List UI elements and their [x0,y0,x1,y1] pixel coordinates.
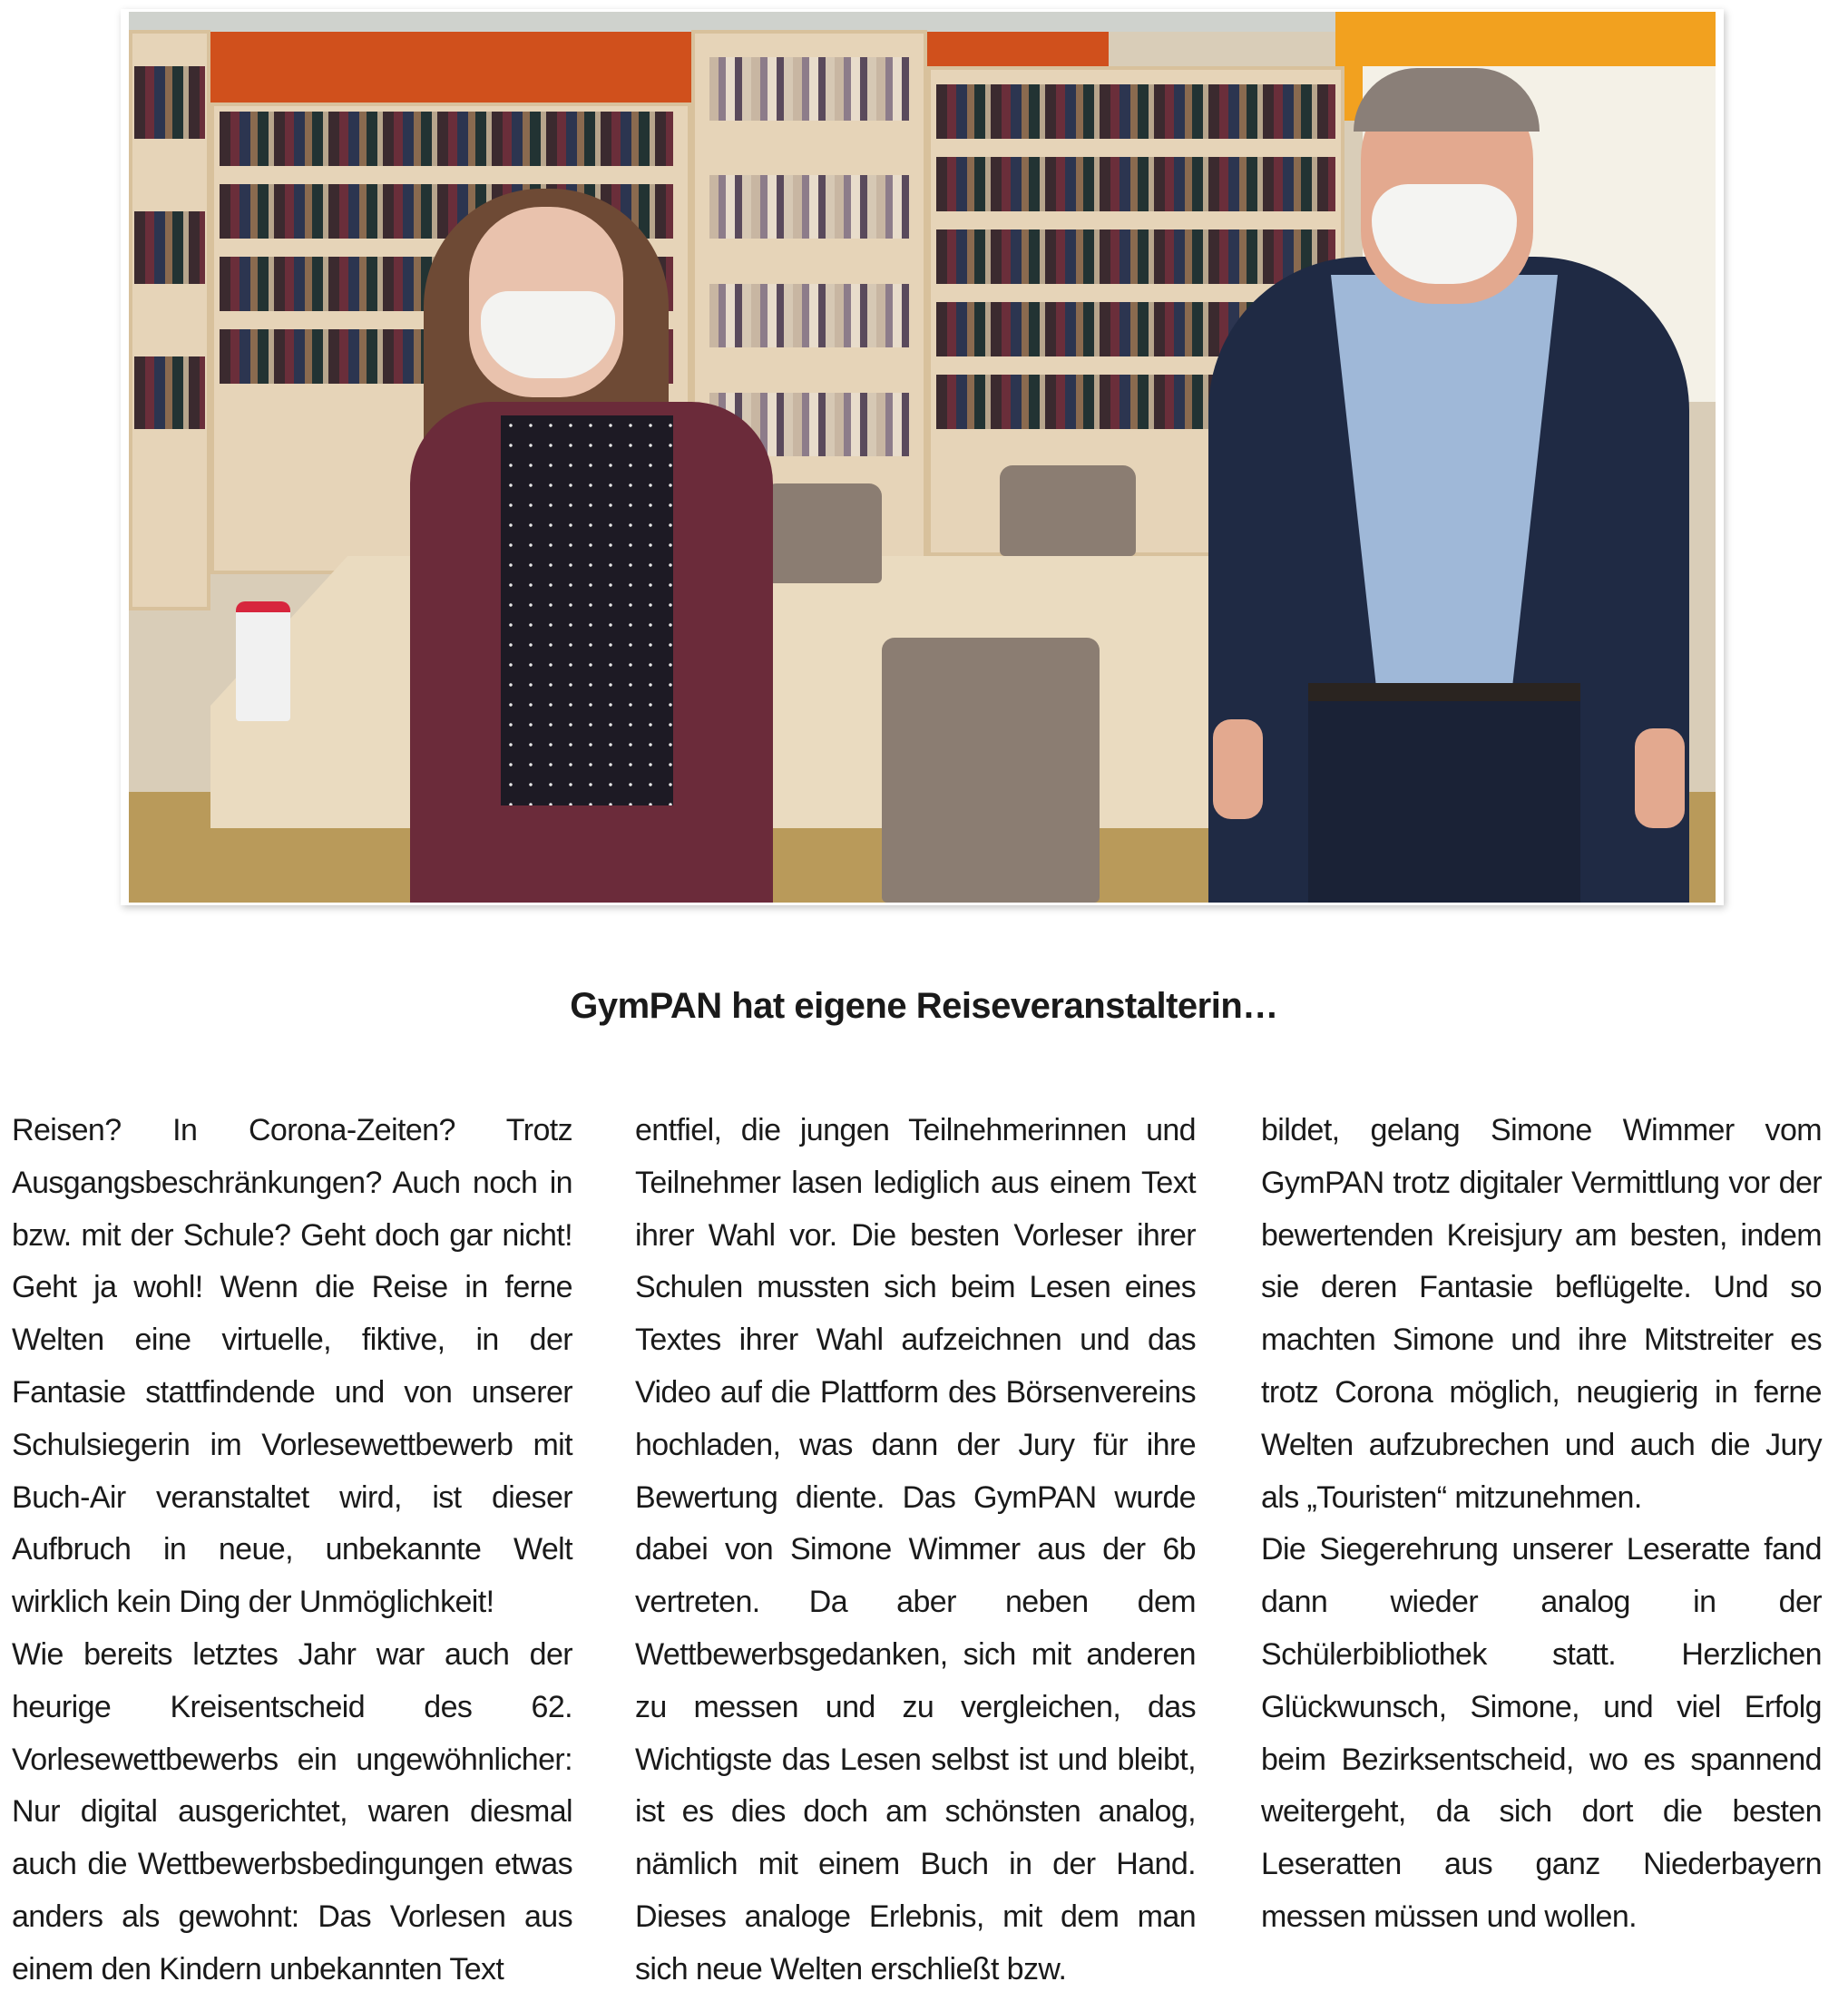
photo-frame [121,9,1724,905]
girl-shirt [501,415,673,805]
spray-bottle [236,601,290,721]
article-column-3 [1261,1105,1822,1944]
paragraph: Reisen? In Corona-Zeiten? Trotz Ausgangsbeschränkungen? Auch noch in bzw. mit der Schule? Geht doch gar nicht! Geht ja wohl! Wenn die Reise in ferne Welten eine virtuelle, fiktive, in der Fantasie stattfindende und von unserer Schulsiegerin im Vorlesewettbewerb mit Buch-Air veranstaltet wird, ist dieser Aufbruch in neue, unbekannte Welt wirklich kein Ding der Unmöglichkeit! [12,1113,572,1620]
books [936,84,1335,139]
library-photo [129,12,1716,903]
chair [764,483,882,583]
article-headline: GymPAN hat eigene Reiseveranstalterin… [570,985,1278,1026]
books [709,175,909,239]
paragraph: Wie bereits letztes Jahr war auch der heurige Kreisentscheid des 62. Vorlesewettbewerbs ein ungewöhnlicher: Nur digital ausgerichtet, waren diesmal auch die Wettbewerbsbedingungen etwas anders als gewohnt: Das Vorlesen aus einem den Kindern unbekannten Text [12,1636,572,1987]
books [220,112,673,166]
man-hand [1213,719,1263,819]
paragraph: entfiel, die jungen Teilnehmerinnen und Teilnehmer lasen lediglich aus einem Text ihrer Wahl vor. Die besten Vorleser ihrer Schulen mussten sich beim Lesen eines Textes ihrer Wahl aufzeichnen und das Video auf die Plattform des Börsenvereins hochladen, was dann der Jury für ihre Bewertung diente. Das GymPAN wurde dabei von Simone Wimmer aus der 6b vertreten. Da aber neben dem Wettbewerbsgedanken, sich mit anderen zu messen und zu vergleichen, das Wichtigste das Lesen selbst ist und bleibt, ist es dies doch am schönsten analog, nämlich mit einem Buch in der Hand. Dieses analoge Erlebnis, mit dem man sich neue Welten erschließt bzw. [635,1113,1196,1987]
paragraph: bildet, gelang Simone Wimmer vom GymPAN trotz digitaler Vermittlung vor der bewertenden Kreisjury am besten, indem sie deren Fantasie beflügelte. Und so machten Simone und ihre Mitstreiter es trotz Corona möglich, neugierig in ferne Welten aufzubrechen und auch die Jury als „Touristen“ mitzunehmen. [1261,1113,1822,1515]
man-hand [1635,728,1685,828]
face-mask [481,291,615,378]
books [134,66,205,139]
article-column-1 [12,1105,572,1996]
books [134,356,205,429]
man-trousers [1308,701,1580,903]
chair [882,638,1100,903]
books [134,211,205,284]
table [210,556,1354,828]
paragraph: Die Siegerehrung unserer Leseratte fand dann wieder analog in der Schülerbibliothek statt. Herzlichen Glückwunsch, Simone, und viel Erfolg beim Bezirksentscheid, wo es spannend weitergeht, da sich dort die besten Leseratten aus ganz Niederbayern messen müssen und wollen. [1261,1532,1822,1934]
article-column-2 [635,1105,1196,1996]
chair [1000,465,1136,556]
books [709,284,909,347]
books [936,157,1335,211]
books [936,229,1335,284]
books [709,57,909,121]
